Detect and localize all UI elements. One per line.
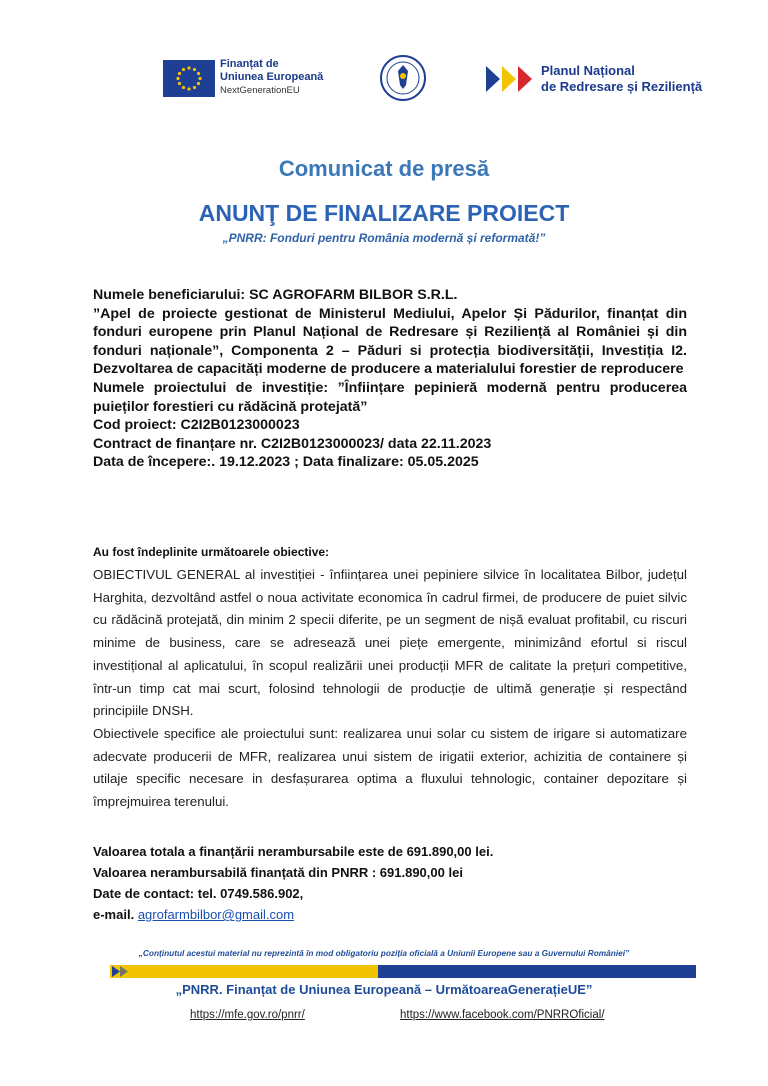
beneficiary-line: Numele beneficiarului: SC AGROFARM BILBOR S.R.L. <box>93 287 458 303</box>
romanian-government-seal-icon <box>380 55 426 101</box>
contact-email <box>93 904 693 925</box>
eu-funding-label <box>220 58 323 97</box>
financing-contract: Contract de finanțare nr. C2I2B0123000023/ data 22.11.2023 <box>93 435 492 452</box>
eu-line3: NextGenerationEU <box>220 85 300 96</box>
pnrr-logo-icon <box>484 64 538 94</box>
project-code: Cod proiect: C2I2B0123000023 <box>93 417 300 434</box>
mfe-link[interactable]: https://mfe.gov.ro/pnrr/ <box>190 1009 305 1021</box>
eu-flag-icon <box>163 60 215 97</box>
email-label: e-mail. <box>93 907 135 922</box>
project-name: Numele proiectului de investiție: ”Înființare pepinieră modernă pentru producerea puieților forestieri cu rădăcină protejată” <box>93 379 687 415</box>
funding-contact <box>93 841 693 925</box>
page-subtitle: ANUNŢ DE FINALIZARE PROIECT <box>198 200 570 226</box>
objectives-body <box>93 564 687 814</box>
call-description: ”Apel de proiecte gestionat de Ministerul Mediului, Apelor Și Pădurilor, finanțat din fonduri europene prin Planul Național de Redresare și Reziliență al României și din fonduri naționale”, Componenta 2 – Păduri si protecția biodiversității, Investiția I2. Dezvoltarea de capacități moderne de producere a materialului forestier de reproducere <box>93 305 687 378</box>
specific-objectives: Obiectivele specifice ale proiectului sunt: realizarea unui solar cu sistem de irigare si automatizare adecvate producerii de MFR, realizarea unui sistem de irigatii exterior, achizitia de containere și utilaje specific necesare in desfașurarea optima a fluxului tehnologic, container depozitare și împrejmuirea terenului. <box>93 725 687 810</box>
contact-phone: Date de contact: tel. 0749.586.902, <box>93 886 304 901</box>
eu-line2: Uniunea Europeană <box>220 71 324 83</box>
pnrr-funding: Valoarea nerambursabilă finanțată din PNRR : 691.890,00 lei <box>93 865 463 880</box>
pnrr-line1: Planul Național <box>541 63 635 78</box>
pnrr-line2: de Redresare și Reziliență <box>541 79 703 94</box>
total-funding: Valoarea totala a finanțării nerambursabile este de 691.890,00 lei. <box>93 844 494 859</box>
footer-bar-gold <box>110 965 378 978</box>
page-title: Comunicat de presă <box>278 156 490 181</box>
project-dates: Data de începere:. 19.12.2023 ; Data finalizare: 05.05.2025 <box>93 454 479 471</box>
objectives-heading: Au fost îndeplinite următoarele obiective: <box>93 545 330 559</box>
email-link[interactable]: agrofarmbilbor@gmail.com <box>137 907 295 922</box>
pnrr-logo-label <box>541 63 702 95</box>
general-objective: OBIECTIVUL GENERAL al investiției - înființarea unei pepiniere silvice în localitatea Bilbor, județul Harghita, dezvoltând astfel o noua activitate economica în cadrul firmei, de producere de puiet silvic cu rădăcină protejată, din minim 2 specii diferite, pe un segment de nișă evaluat profitabil, cu riscuri minime de business, care se adresează unei piețe emergente, minimizând efortul si riscul investițional al aplicatului, în scopul realizării unei producții MFR de calitate la prețuri competitive, într-un timp cat mai scurt, folosind tehnologii de producție de ultimă generație și respectând principiile DNSH. <box>93 567 687 719</box>
facebook-link[interactable]: https://www.facebook.com/PNRROficial/ <box>400 1009 605 1021</box>
eu-line1: Finanțat de <box>220 58 279 70</box>
disclaimer: „Conținutul acestui material nu reprezintă în mod obligatoriu poziția oficială a Uniunii Europene sau a Guvernului României” <box>138 948 630 958</box>
footer-motto: „PNRR. Finanțat de Uniunea Europeană – UrmătoareaGenerațieUE” <box>175 982 593 997</box>
pnrr-motto: „PNRR: Fonduri pentru România modernă și reformată!” <box>222 231 546 245</box>
project-info <box>93 286 687 472</box>
footer-bar-blue <box>378 965 696 978</box>
